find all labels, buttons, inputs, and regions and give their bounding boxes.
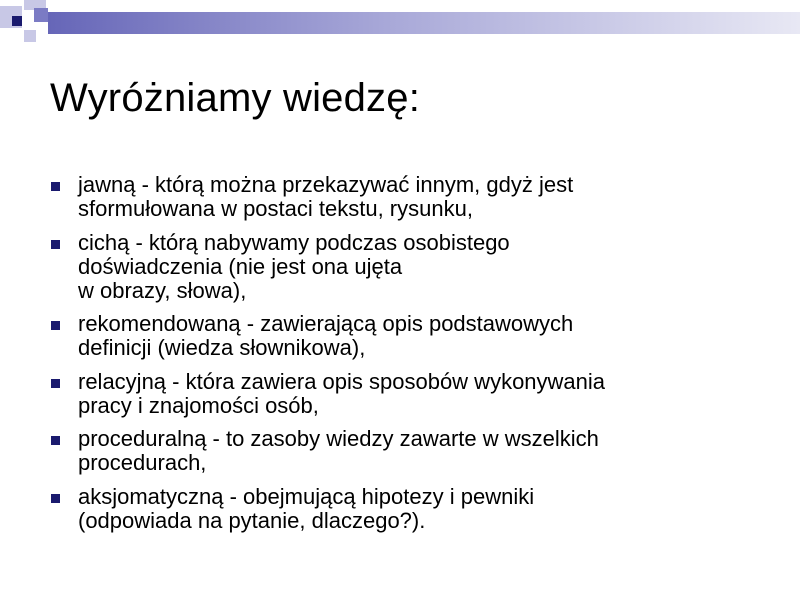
square-bullet-icon [51,494,60,503]
square-bullet-icon [51,436,60,445]
bullet-text: cichą - którą nabywamy podczas osobistego doświadczenia (nie jest ona ujęta w obrazy, słowa), [78,229,510,303]
square-bullet-icon [51,182,60,191]
header-decoration [0,0,800,60]
decor-gradient-band [48,12,800,34]
list-item [48,370,748,418]
square-bullet-icon [51,379,60,388]
bullet-text: jawną - którą można przekazywać innym, gdyż jest sformułowana w postaci tekstu, rysunku, [78,172,574,221]
slide-title: Wyróżniamy wiedzę: [50,76,421,120]
list-item [48,312,748,360]
decor-square-light-small [24,30,36,42]
bullet-list [48,173,748,542]
decor-square-dark [12,16,22,26]
list-item [48,231,748,303]
bullet-text: relacyjną - która zawiera opis sposobów wykonywania pracy i znajomości osób, [78,368,606,418]
bullet-text: proceduralną - to zasoby wiedzy zawarte w wszelkich procedurach, [78,426,599,475]
decor-square-mid [34,8,48,22]
bullet-text: aksjomatyczną - obejmującą hipotezy i pewniki (odpowiada na pytanie, dlaczego?). [78,483,535,533]
bullet-text: rekomendowaną - zawierającą opis podstawowych definicji (wiedza słownikowa), [78,311,574,360]
list-item [48,173,748,221]
list-item [48,485,748,533]
list-item [48,427,748,475]
square-bullet-icon [51,240,60,249]
square-bullet-icon [51,321,60,330]
